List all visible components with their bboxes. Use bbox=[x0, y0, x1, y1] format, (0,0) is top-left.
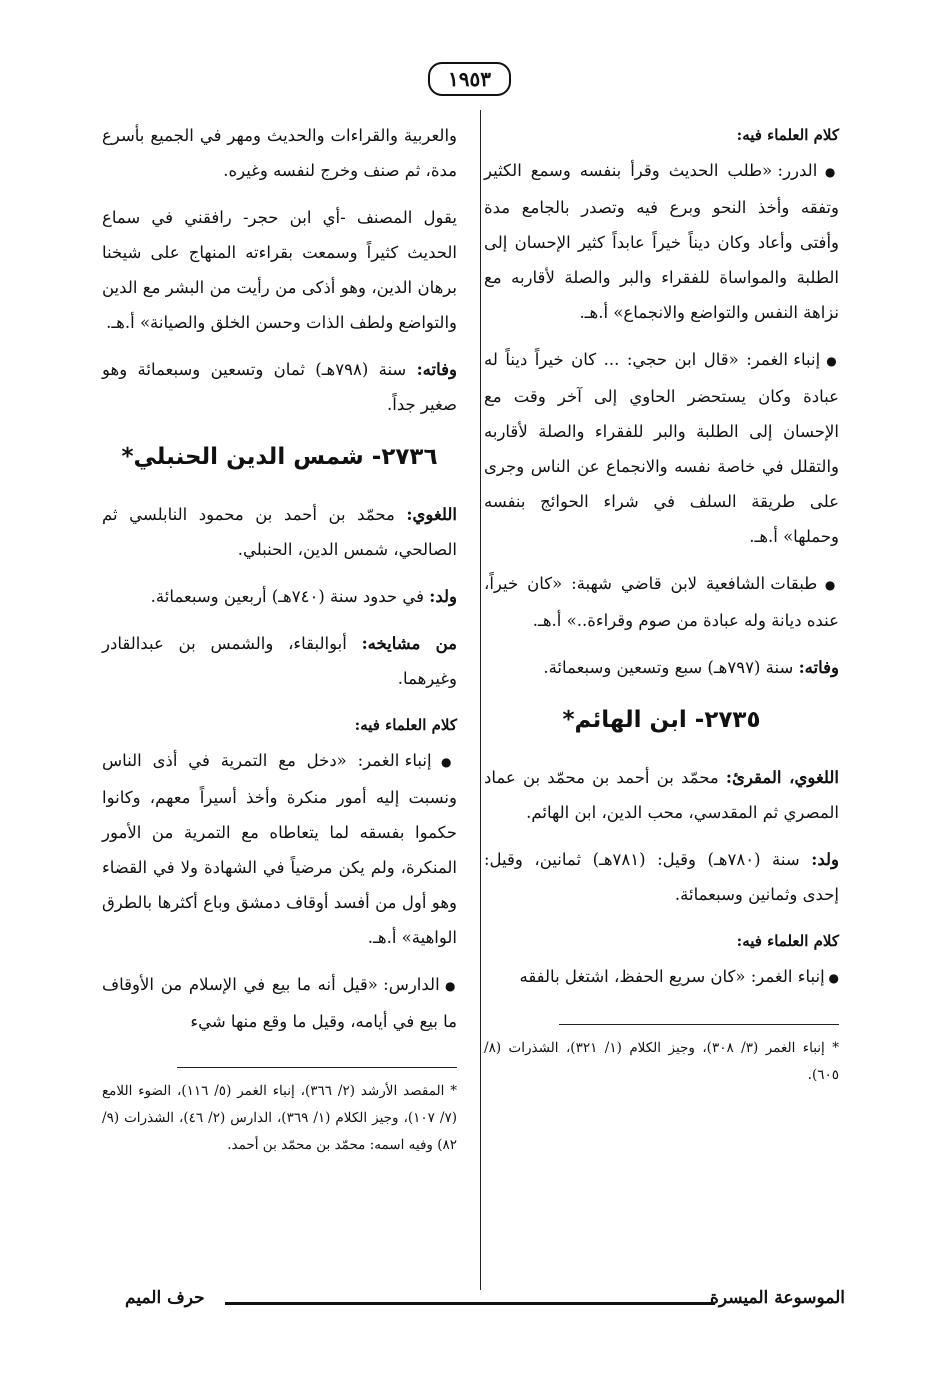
lugh-line bbox=[484, 760, 839, 830]
entry-title-2735: ٢٧٣٥- ابن الهائم* bbox=[562, 707, 761, 733]
page-number-wrap bbox=[0, 62, 939, 96]
author-quote: يقول المصنف -أي ابن حجر- رافقني في سماع الحديث كثيراً وسمعت بقراءته المنهاج على شيخنا برهان الدين، وهو أذكى من رأيت من البشر مع الدين والتواضع ولطف الذات وحسن الخلق والصيانة» أ.هـ. bbox=[102, 208, 457, 332]
left-column bbox=[102, 118, 457, 1159]
scholars-heading-2: كلام العلماء فيه: bbox=[736, 932, 839, 950]
quote-tabaqat: ● طبقات الشافعية لابن قاضي شهبة: «كان خيراً، عنده ديانة وله عبادة من صوم وقراءة..» أ.هـ. bbox=[484, 566, 839, 638]
born-line-left bbox=[102, 579, 457, 614]
footnote-rule-left bbox=[177, 1067, 457, 1068]
death-label-left: وفاته: bbox=[416, 360, 458, 379]
page-number: ١٩٥٣ bbox=[428, 62, 511, 96]
teachers-text: أبوالبقاء، والشمس بن عبدالقادر وغيرهما. bbox=[102, 634, 457, 688]
lugh-text-left: محمّد بن أحمد بن محمود النابلسي ثم الصالحي، شمس الدين، الحنبلي. bbox=[102, 505, 457, 559]
death-line-left bbox=[102, 352, 457, 422]
right-column bbox=[484, 118, 839, 1089]
death-text-left: سنة (٧٩٨هـ) ثمان وتسعين وسبعمائة وهو صغير جداً. bbox=[102, 360, 457, 414]
born-line bbox=[484, 842, 839, 912]
lugh-line-left bbox=[102, 497, 457, 567]
death-label: وفاته: bbox=[798, 658, 839, 677]
death-line bbox=[484, 650, 839, 685]
footnote-left: * المقصد الأرشد (٢/ ٣٦٦)، إنباء الغمر (٥/ ١١٦)، الضوء اللامع (٧/ ١٠٧)، وجيز الكلام (١/ ٣٦٩)، الدارس (٢/ ٤٦)، الشذرات (٩/ ٨٢) وفيه اسمه: محمّد بن محمّد بن أحمد. bbox=[102, 1083, 457, 1153]
quote-inbaa-2: ● إنباء الغمر: «كان سريع الحفظ، اشتغل بالفقه bbox=[484, 959, 839, 996]
quote-daris: ● الدارس: «قيل أنه ما بيع في الإسلام من الأوقاف ما بيع في أيامه، وقيل ما وقع منها شيء bbox=[102, 967, 457, 1039]
born-label-left: ولد: bbox=[429, 587, 457, 606]
quote-inbaa: ● إنباء الغمر: «قال ابن حجي: ... كان خيراً ديناً له عبادة وكان يستحضر الحاوي إلى آخر وقت مع الإحسان إلى الطلبة والبر للفقراء والصلة لأقاربه والتقلل في خاصة نفسه والانجماع عن الناس وجرى على طريقة السلف في شراء الحوائج بنفسه وحملها» أ.هـ. bbox=[484, 342, 839, 554]
scholars-heading-left: كلام العلماء فيه: bbox=[354, 716, 457, 734]
footer-book-title: الموسوعة الميسرة bbox=[709, 1288, 845, 1308]
page-footer bbox=[125, 1284, 845, 1324]
column-divider bbox=[480, 110, 481, 1290]
lugh-label-left: اللغوي: bbox=[406, 505, 457, 524]
footer-section: حرف الميم bbox=[125, 1288, 205, 1308]
born-text: سنة (٧٨٠هـ) وقيل: (٧٨١هـ) ثمانين، وقيل: إحدى وثمانين وسبعمائة. bbox=[484, 850, 839, 904]
born-text-left: في حدود سنة (٧٤٠هـ) أربعين وسبعمائة. bbox=[150, 587, 424, 606]
teachers-line bbox=[102, 626, 457, 696]
continued-text: والعربية والقراءات والحديث ومهر في الجميع بأسرع مدة، ثم صنف وخرج لنفسه وغيره. bbox=[102, 126, 457, 180]
lugh-text: محمّد بن أحمد بن محمّد بن عماد المصري ثم المقدسي، محب الدين، ابن الهائم. bbox=[484, 768, 839, 822]
teachers-label: من مشايخه: bbox=[361, 634, 458, 653]
footnote-rule bbox=[559, 1024, 839, 1025]
quote-inbaa-left: ● إنباء الغمر: «دخل مع التمرية في أذى الناس ونسبت إليه أمور منكرة وأخذ أسيراً معهم، وكانوا حكموا بفسقه لما يتعاطاه مع التمرية من الأمور المنكرة، ولم يكن مرضياً في الشهادة ولا في القضاء وهو أول من أفسد أوقاف دمشق وباع أكثرها بالطرق الواهية» أ.هـ. bbox=[102, 743, 457, 955]
born-label: ولد: bbox=[811, 850, 839, 869]
lugh-label: اللغوي، المقرئ: bbox=[725, 768, 839, 787]
footer-line bbox=[225, 1302, 715, 1305]
entry-title-2736: ٢٧٣٦- شمس الدين الحنبلي* bbox=[121, 444, 438, 470]
scholars-heading: كلام العلماء فيه: bbox=[736, 126, 839, 144]
death-text: سنة (٧٩٧هـ) سبع وتسعين وسبعمائة. bbox=[543, 658, 794, 677]
footnote-right: * إنباء الغمر (٣/ ٣٠٨)، وجيز الكلام (١/ ٣٢١)، الشذرات (٨/ ٦٠٥). bbox=[484, 1040, 839, 1083]
quote-durar: ● الدرر: «طلب الحديث وقرأ بنفسه وسمع الكثير وتفقه وأخذ النحو وبرع فيه وتصدر بالجامع مدة وأفتى وأعاد وكان ديناً خيراً عابداً كثير الإحسان إلى الطلبة والمواساة للفقراء والبر والصلة لأقاربه مع نزاهة النفس والتواضع والانجماع» أ.هـ. bbox=[484, 153, 839, 330]
